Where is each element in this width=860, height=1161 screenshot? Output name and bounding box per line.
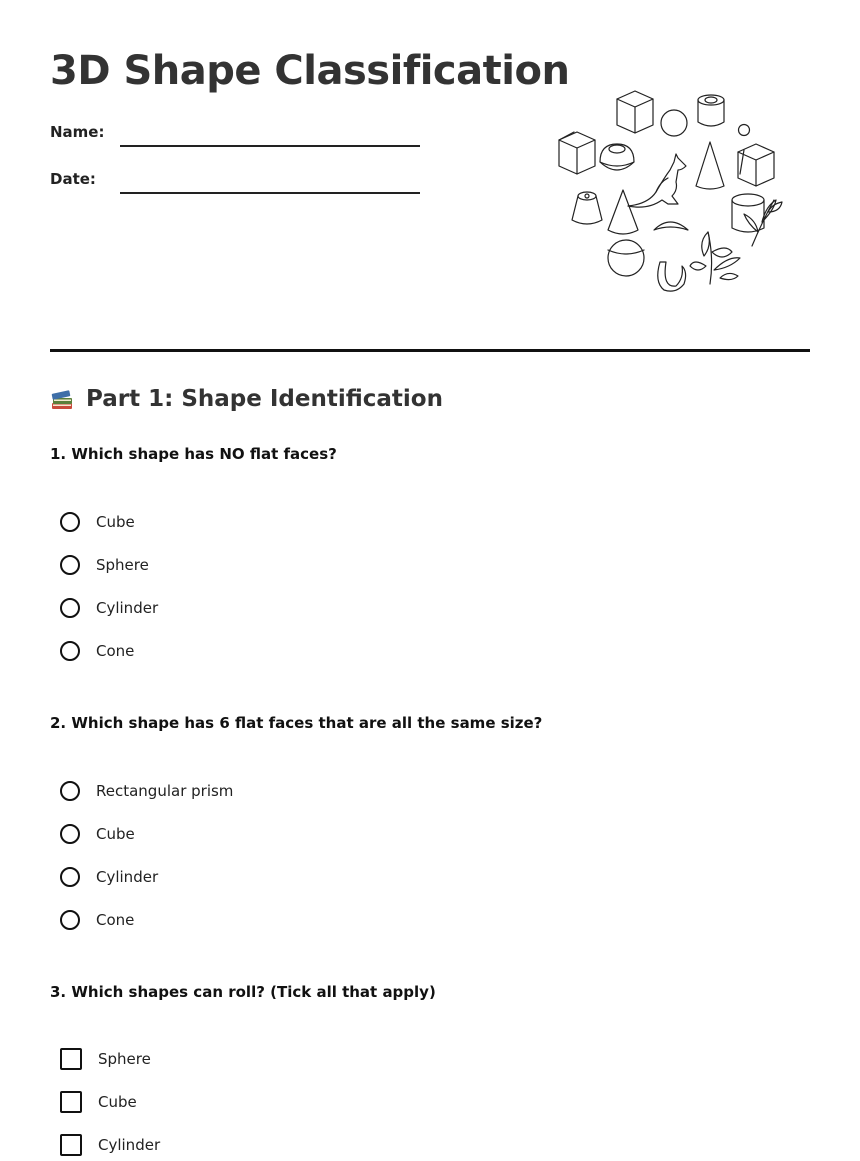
option-label: Cube bbox=[96, 513, 135, 531]
q1-option-sphere[interactable] bbox=[60, 552, 149, 578]
leaf-right-icon bbox=[744, 200, 782, 246]
checkbox[interactable] bbox=[60, 1091, 82, 1113]
q2-option-cone[interactable] bbox=[60, 907, 134, 933]
sphere-shape-icon bbox=[661, 110, 687, 136]
q2-option-cube[interactable] bbox=[60, 821, 135, 847]
option-label: Rectangular prism bbox=[96, 782, 234, 800]
q2-option-cylinder[interactable] bbox=[60, 864, 158, 890]
leaves-bundle-icon bbox=[690, 232, 740, 284]
question-1: 1. Which shape has NO flat faces? bbox=[50, 445, 337, 463]
part1-heading-text: Part 1: Shape Identification bbox=[86, 386, 443, 412]
checkbox[interactable] bbox=[60, 1048, 82, 1070]
option-label: Sphere bbox=[98, 1050, 151, 1068]
q1-option-cone[interactable] bbox=[60, 638, 134, 664]
q3-option-sphere[interactable] bbox=[60, 1046, 151, 1072]
question-2: 2. Which shape has 6 flat faces that are all the same size? bbox=[50, 714, 543, 732]
cylinder-shape-icon bbox=[698, 95, 724, 126]
date-line[interactable] bbox=[120, 192, 420, 194]
sphere-bowl-icon bbox=[608, 240, 644, 276]
option-label: Cone bbox=[96, 911, 135, 929]
checkbox[interactable] bbox=[60, 1134, 82, 1156]
name-label: Name: bbox=[50, 123, 105, 141]
option-label: Cylinder bbox=[96, 599, 159, 617]
section-divider bbox=[50, 349, 810, 352]
worksheet-title: 3D Shape Classification bbox=[50, 48, 570, 94]
cone-shape-icon bbox=[696, 142, 724, 189]
radio-button[interactable] bbox=[60, 555, 80, 575]
q1-option-cube[interactable] bbox=[60, 509, 135, 535]
cube-shape-icon bbox=[617, 91, 653, 133]
option-label: Cube bbox=[96, 825, 135, 843]
option-label: Cylinder bbox=[98, 1136, 161, 1154]
q3-option-cylinder[interactable] bbox=[60, 1132, 160, 1158]
radio-button[interactable] bbox=[60, 641, 80, 661]
option-label: Cube bbox=[98, 1093, 137, 1111]
radio-button[interactable] bbox=[60, 781, 80, 801]
date-label: Date: bbox=[50, 170, 96, 188]
part1-heading bbox=[50, 386, 443, 412]
q1-option-cylinder[interactable] bbox=[60, 595, 158, 621]
question-3: 3. Which shapes can roll? (Tick all that apply) bbox=[50, 983, 436, 1001]
radio-button[interactable] bbox=[60, 867, 80, 887]
radio-button[interactable] bbox=[60, 910, 80, 930]
option-label: Sphere bbox=[96, 556, 149, 574]
date-field[interactable] bbox=[50, 164, 430, 194]
kangaroo-icon bbox=[628, 154, 686, 207]
small-sphere-icon bbox=[739, 125, 750, 136]
q3-option-cube[interactable] bbox=[60, 1089, 137, 1115]
name-field[interactable] bbox=[50, 117, 430, 147]
option-label: Cone bbox=[96, 642, 135, 660]
name-line[interactable] bbox=[120, 145, 420, 147]
radio-button[interactable] bbox=[60, 598, 80, 618]
option-label: Cylinder bbox=[96, 868, 159, 886]
cube-right-icon bbox=[738, 144, 774, 186]
horseshoe-shape-icon bbox=[658, 262, 686, 291]
shapes-illustration-icon bbox=[548, 82, 788, 302]
frustum-shape-icon bbox=[572, 192, 602, 224]
cube-left-icon bbox=[559, 132, 595, 174]
radio-button[interactable] bbox=[60, 512, 80, 532]
q2-option-rectangular-prism[interactable] bbox=[60, 778, 233, 804]
cone-left-icon bbox=[608, 190, 638, 234]
books-icon bbox=[50, 386, 76, 412]
crescent-shape-icon bbox=[654, 222, 688, 230]
dome-shape-icon bbox=[600, 144, 634, 170]
radio-button[interactable] bbox=[60, 824, 80, 844]
cylinder-right-icon bbox=[732, 194, 764, 232]
